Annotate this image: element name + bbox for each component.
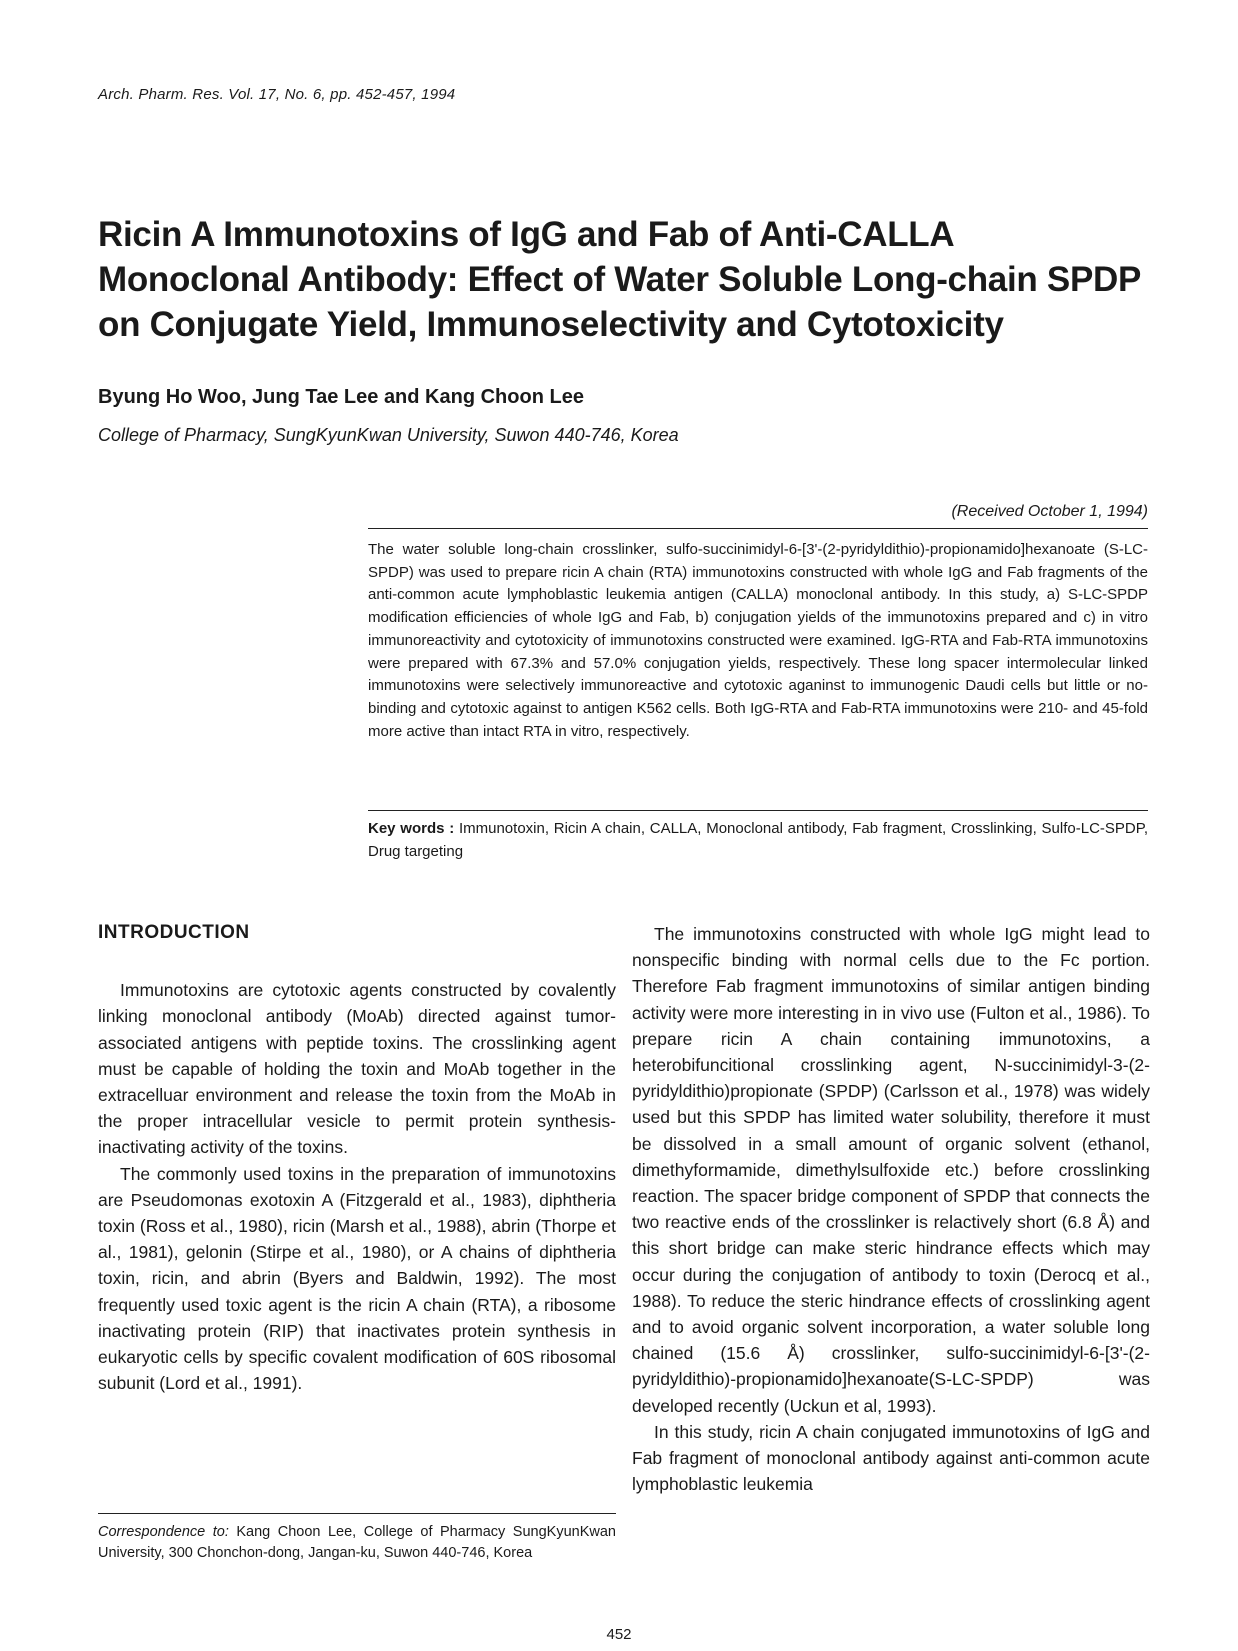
keywords-rule xyxy=(368,810,1148,811)
correspondence-footnote xyxy=(98,1522,616,1564)
received-date: (Received October 1, 1994) xyxy=(951,503,1148,520)
keywords-list: Immunotoxin, Ricin A chain, CALLA, Monoclonal antibody, Fab fragment, Crosslinking, Sulfo-LC-SPDP, Drug targeting xyxy=(368,820,1148,860)
author-affiliation: College of Pharmacy, SungKyunKwan University, Suwon 440-746, Korea xyxy=(98,425,679,445)
footnote-label: Correspondence to: xyxy=(98,1524,229,1540)
keywords-label: Key words : xyxy=(368,820,455,837)
body-paragraph: Immunotoxins are cytotoxic agents constructed by covalently linking monoclonal antibody (MoAb) directed against tumor-associated antigens with peptide toxins. The crosslinking agent must be capable of holding the toxin and MoAb together in the extracelluar environment and release the toxin from the MoAb in the proper intracellular vesicle to permit protein synthesis-inactivating activity of the toxins. xyxy=(98,980,616,1158)
page-number: 452 xyxy=(606,1626,632,1643)
abstract-text: The water soluble long-chain crosslinker, sulfo-succinimidyl-6-[3'-(2-pyridyldithio)-propionamido]hexanoate (S-LC-SPDP) was used to prepare ricin A chain (RTA) immunotoxins constructed with whole IgG and Fab fragments of the anti-common acute lymphoblastic leukemia antigen (CALLA) monoclonal antibody. In this study, a) S-LC-SPDP modification efficiencies of whole IgG and Fab, b) conjugation yields of the immunotoxins prepared and c) in vitro immunoreactivity and cytotoxicity of immunotoxins constructed were examined. IgG-RTA and Fab-RTA immunotoxins were prepared with 67.3% and 57.0% conjugation yields, respectively. These long spacer intermolecular linked immunotoxins were selectively immunoreactive and cytotoxic aganinst to immunogenic Daudi cells but little or no-binding and cytotoxic against to antigen K562 cells. Both IgG-RTA and Fab-RTA immunotoxins were 210- and 45-fold more active than intact RTA in vitro, respectively. xyxy=(368,541,1148,740)
abstract-top-rule xyxy=(368,528,1148,529)
author-list: Byung Ho Woo, Jung Tae Lee and Kang Choon Lee xyxy=(98,386,584,408)
journal-citation: Arch. Pharm. Res. Vol. 17, No. 6, pp. 452-457, 1994 xyxy=(98,86,456,103)
right-column xyxy=(632,921,1150,1497)
left-column xyxy=(98,918,616,1396)
body-paragraph: The immunotoxins constructed with whole IgG might lead to nonspecific binding with normal cells due to the Fc portion. Therefore Fab fragment immunotoxins of similar antigen binding activity were more interesting in in vivo use (Fulton et al., 1986). To prepare ricin A chain containing immunotoxins, a heterobifuncitional crosslinking agent, N-succinimidyl-3-(2-pyridyldithio)propionate (SPDP) (Carlsson et al., 1978) was widely used but this SPDP has limited water solubility, therefore it must be dissolved in a small amount of organic solvent (ethanol, dimethyformamide, dimethylsulfoxide etc.) before crosslinking reaction. The spacer bridge component of SPDP that connects the two reactive ends of the crosslinker is relactively short (6.8 Å) and this short bridge can make steric hindrance effects which may occur during the conjugation of antibody to toxin (Derocq et al., 1988). To reduce the steric hindrance effects of crosslinking agent and to avoid organic solvent incorporation, a water soluble long chained (15.6 Å) crosslinker, sulfo-succinimidyl-6-[3'-(2-pyridyldithio)-propionamido]hexanoate(S-LC-SPDP) was developed recently (Uckun et al, 1993). xyxy=(632,924,1150,1416)
body-paragraph: The commonly used toxins in the preparation of immunotoxins are Pseudomonas exotoxin A (Fitzgerald et al., 1983), diphtheria toxin (Ross et al., 1980), ricin (Marsh et al., 1988), abrin (Thorpe et al., 1981), gelonin (Stirpe et al., 1980), or A chains of diphtheria toxin, ricin, and abrin (Byers and Baldwin, 1992). The most frequently used toxic agent is the ricin A chain (RTA), a ribosome inactivating protein (RIP) that inactivates protein synthesis in eukaryotic cells by specific covalent modification of 60S ribosomal subunit (Lord et al., 1991). xyxy=(98,1163,616,1394)
footnote-text: Kang Choon Lee, College of Pharmacy SungKyunKwan University, 300 Chonchon-dong, Jangan-ku, Suwon 440-746, Korea xyxy=(98,1524,616,1561)
keywords-block xyxy=(368,818,1148,863)
article-title: Ricin A Immunotoxins of IgG and Fab of Anti-CALLA Monoclonal Antibody: Effect of Water Soluble Long-chain SPDP on Conjugate Yield, Immunoselectivity and Cytotoxicity xyxy=(98,215,1141,344)
footnote-rule xyxy=(98,1513,616,1514)
body-paragraph: In this study, ricin A chain conjugated immunotoxins of IgG and Fab fragment of monoclonal antibody against anti-common acute lymphoblastic leukemia xyxy=(632,1421,1150,1495)
section-heading-introduction: INTRODUCTION xyxy=(98,922,250,943)
